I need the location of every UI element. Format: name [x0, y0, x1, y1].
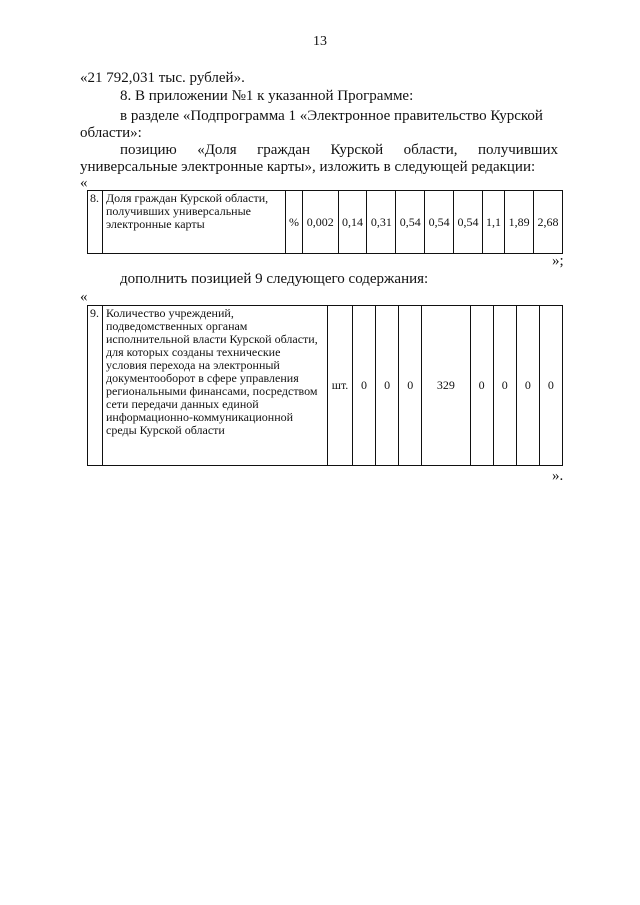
cell-value: 0	[353, 306, 376, 466]
cell-desc: Доля граждан Курской области, получивших универсальные электронные карты	[103, 191, 286, 254]
cell-value: 1,1	[482, 191, 504, 254]
word: области,	[403, 142, 458, 158]
cell-num: 8.	[88, 191, 103, 254]
table-row	[88, 191, 563, 254]
text-line-add: дополнить позицией 9 следующего содержания:	[120, 271, 429, 287]
text-line-section: в разделе «Подпрограмма 1 «Электронное правительство Курской	[120, 108, 543, 124]
cell-unit: %	[286, 191, 303, 254]
cell-value: 0	[376, 306, 399, 466]
cell-value: 0,54	[454, 191, 483, 254]
cell-value: 0	[539, 306, 562, 466]
cell-value: 0	[516, 306, 539, 466]
word: граждан	[257, 142, 311, 158]
cell-desc: Количество учреждений, подведомственных органам исполнительной власти Курской области, для которых созданы технические условия перехода на электронный документооборот в сфере управления региональными финансами, посредством сети передачи данных единой информационно-коммуникационной среды Курской области	[103, 306, 328, 466]
word: получивших	[477, 142, 558, 158]
word: Курской	[330, 142, 384, 158]
text-line-amount: «21 792,031 тыс. рублей».	[80, 70, 245, 86]
cell-value: 0,002	[303, 191, 339, 254]
table-position-9	[87, 305, 563, 466]
open-quote: «	[80, 175, 88, 191]
cell-value: 0,31	[367, 191, 396, 254]
close-quote: »;	[552, 253, 564, 269]
cell-value: 329	[422, 306, 470, 466]
page-number: 13	[313, 34, 327, 49]
cell-unit: шт.	[328, 306, 353, 466]
cell-value: 0	[470, 306, 493, 466]
word: «Доля	[197, 142, 237, 158]
close-quote: ».	[552, 468, 564, 484]
word: позицию	[120, 142, 177, 158]
cell-value: 0	[493, 306, 516, 466]
text-line-region: области»:	[80, 125, 142, 141]
table-row	[88, 306, 563, 466]
cell-num: 9.	[88, 306, 103, 466]
text-line-item-8: 8. В приложении №1 к указанной Программе:	[120, 88, 414, 104]
text-line-edition: универсальные электронные карты», изложить в следующей редакции:	[80, 159, 536, 175]
cell-value: 0,54	[425, 191, 454, 254]
cell-value: 0,14	[338, 191, 367, 254]
open-quote: «	[80, 289, 88, 305]
cell-value: 1,89	[505, 191, 534, 254]
cell-value: 0,54	[396, 191, 425, 254]
table-position-8	[87, 190, 563, 254]
cell-value: 2,68	[534, 191, 563, 254]
text-line-position	[80, 142, 558, 159]
cell-value: 0	[399, 306, 422, 466]
